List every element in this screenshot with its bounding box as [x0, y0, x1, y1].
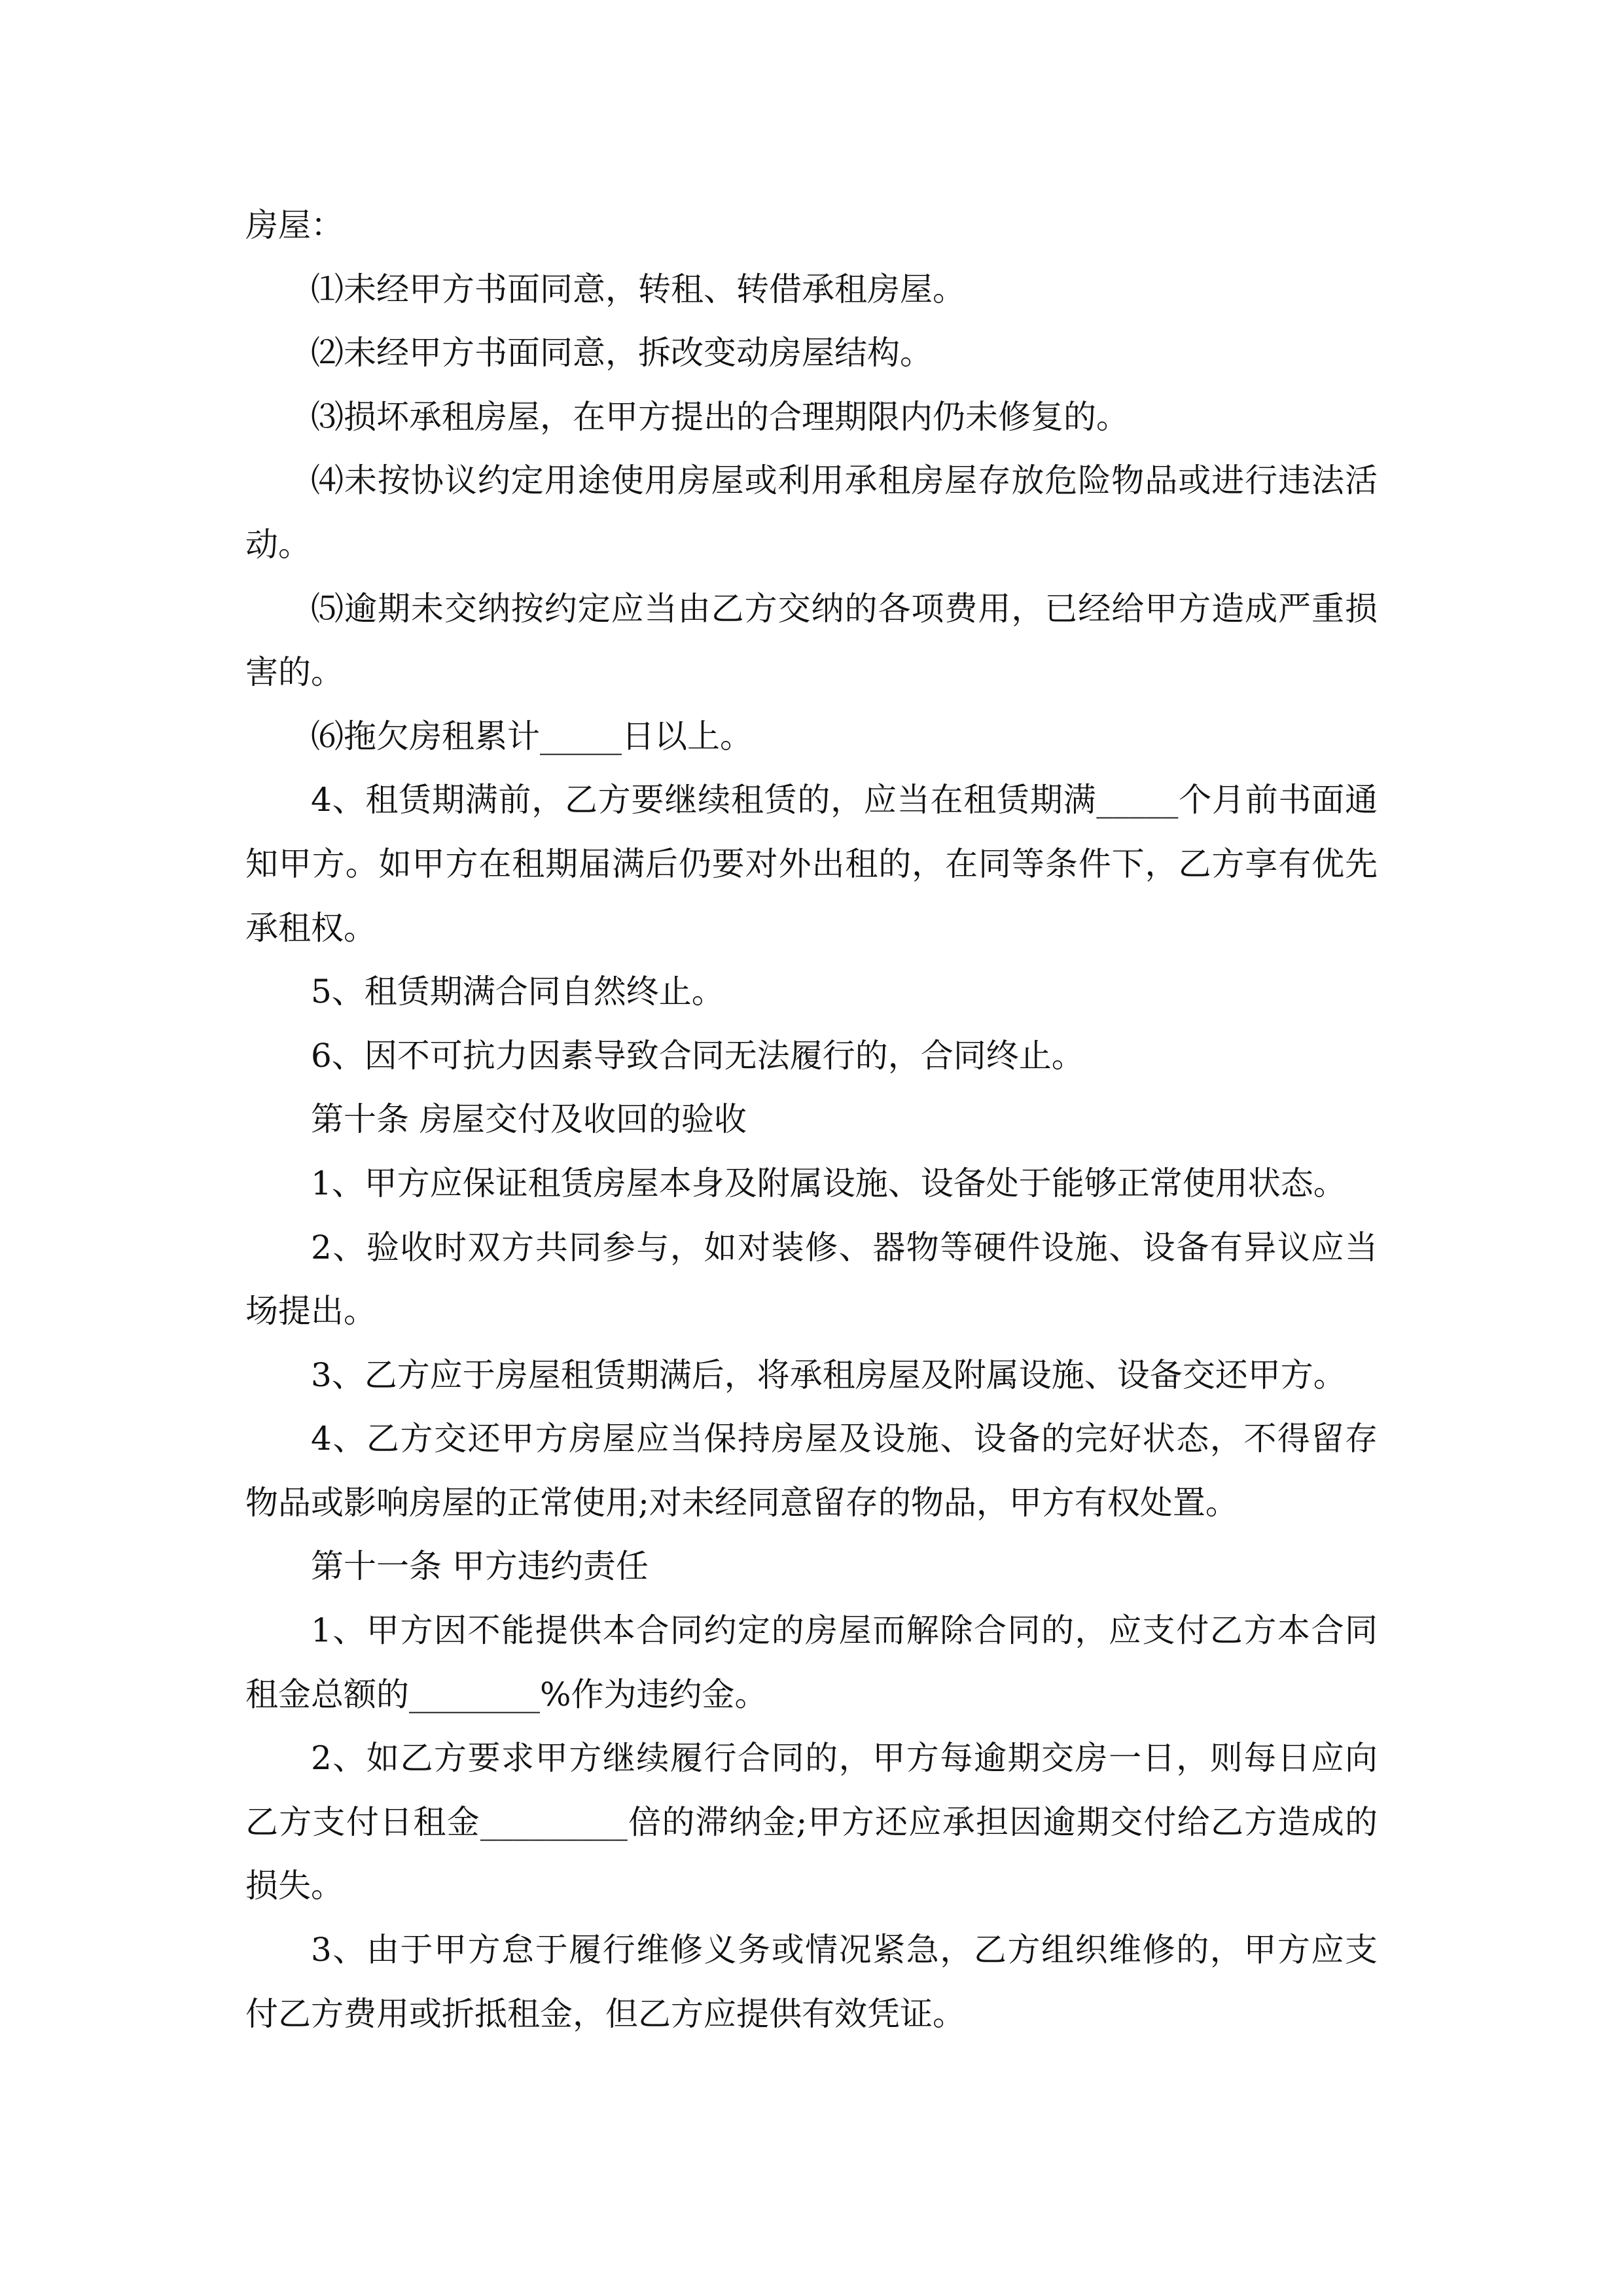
- clause-item-2: ⑵未经甲方书面同意，拆改变动房屋结构。: [311, 334, 933, 372]
- article-11-item-3: 3、由于甲方怠于履行维修义务或情况紧急，乙方组织维修的，甲方应支付乙方费用或折抵租金，但乙方应提供有效凭证。: [245, 1931, 1378, 2033]
- document-page: [245, 194, 1378, 2046]
- clause-item-5: ⑸逾期未交纳按约定应当由乙方交纳的各项费用，已经给甲方造成严重损害的。: [245, 589, 1378, 692]
- article-10-item-4: 4、乙方交还甲方房屋应当保持房屋及设施、设备的完好状态，不得留存物品或影响房屋的正常使用;对未经同意留存的物品，甲方有权处置。: [245, 1420, 1378, 1522]
- article-10-item-1: 1、甲方应保证租赁房屋本身及附属设施、设备处于能够正常使用状态。: [311, 1164, 1346, 1202]
- article-10-heading: 第十条 房屋交付及收回的验收: [311, 1100, 747, 1139]
- clause-item-4: ⑷未按协议约定用途使用房屋或利用承租房屋存放危险物品或进行违法活动。: [245, 461, 1378, 564]
- article-10-item-2: 2、验收时双方共同参与，如对装修、器物等硬件设施、设备有异议应当场提出。: [245, 1228, 1378, 1331]
- clause-item-1: ⑴未经甲方书面同意，转租、转借承租房屋。: [311, 270, 965, 308]
- clause-expiry: 5、租赁期满合同自然终止。: [311, 973, 724, 1011]
- article-11-heading: 第十一条 甲方违约责任: [311, 1547, 649, 1586]
- clause-item-3: ⑶损坏承租房屋，在甲方提出的合理期限内仍未修复的。: [311, 397, 1129, 436]
- clause-item-6: ⑹拖欠房租累计_____日以上。: [311, 717, 753, 755]
- article-11-item-1: 1、甲方因不能提供本合同约定的房屋而解除合同的，应支付乙方本合同租金总额的________%作为违约金。: [245, 1611, 1378, 1713]
- article-11-item-2: 2、如乙方要求甲方继续履行合同的，甲方每逾期交房一日，则每日应向乙方支付日租金_________倍的滞纳金;甲方还应承担因逾期交付给乙方造成的损失。: [245, 1739, 1378, 1905]
- clause-force-majeure: 6、因不可抗力因素导致合同无法履行的，合同终止。: [311, 1036, 1084, 1075]
- paragraph-continuation: 房屋：: [245, 206, 344, 244]
- clause-renewal: 4、租赁期满前，乙方要继续租赁的，应当在租赁期满_____个月前书面通知甲方。如甲方在租期届满后仍要对外出租的，在同等条件下，乙方享有优先承租权。: [245, 781, 1378, 947]
- article-10-item-3: 3、乙方应于房屋租赁期满后，将承租房屋及附属设施、设备交还甲方。: [311, 1355, 1346, 1394]
